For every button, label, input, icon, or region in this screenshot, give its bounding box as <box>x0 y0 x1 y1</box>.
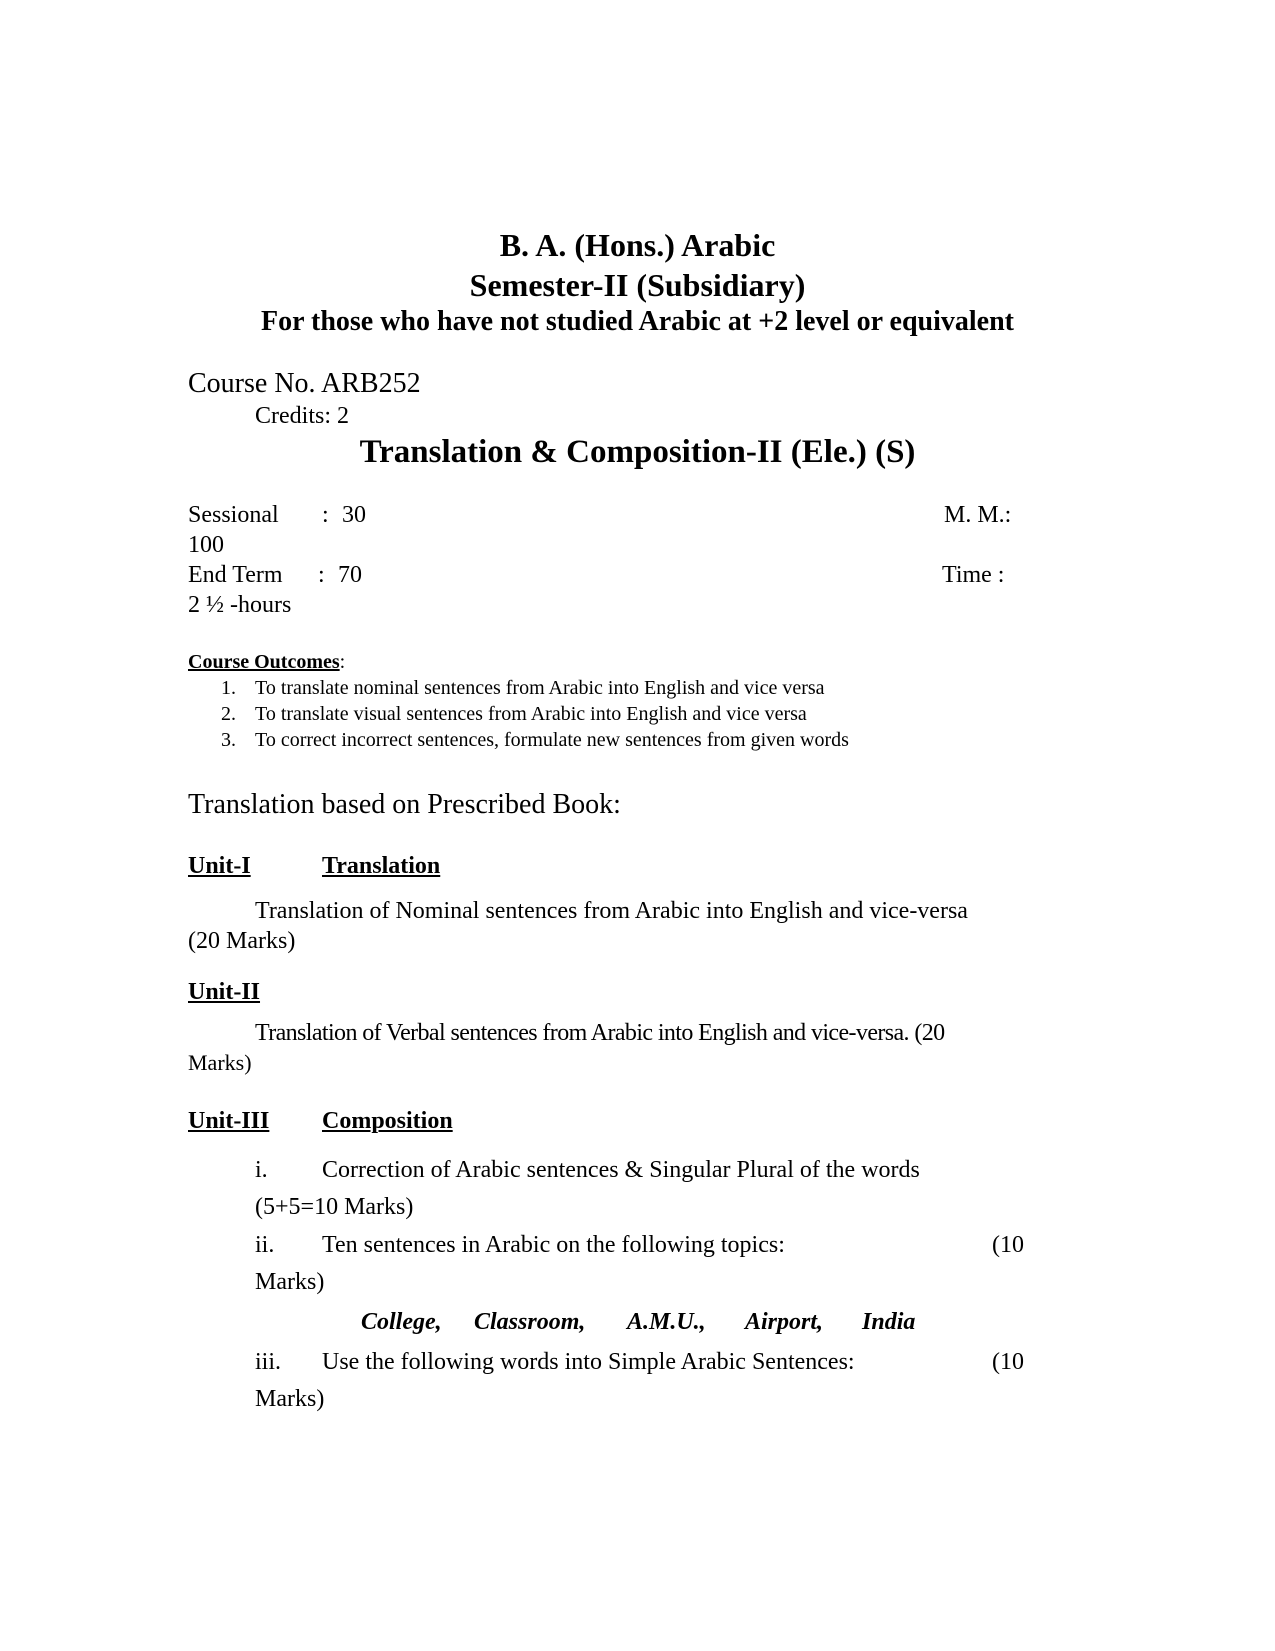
composition-item-number: ii. <box>255 1232 275 1258</box>
course-name: Translation & Composition-II (Ele.) (S) <box>359 434 916 470</box>
outcome-text: To correct incorrect sentences, formulate new sentences from given words <box>255 729 849 751</box>
course-outcomes-colon: : <box>339 651 346 673</box>
outcome-number: 1. <box>221 677 236 699</box>
time-value: 2 ½ -hours <box>188 592 292 618</box>
topic-college: College, <box>361 1309 442 1335</box>
outcome-number: 2. <box>221 703 236 725</box>
topic-india: India <box>862 1309 916 1335</box>
eligibility-subtitle: For those who have not studied Arabic at +2 level or equivalent <box>260 306 1015 337</box>
outcome-text: To translate visual sentences from Arabic into English and vice versa <box>255 703 807 725</box>
course-outcomes-heading <box>188 651 345 674</box>
outcome-text: To translate nominal sentences from Arabic into English and vice versa <box>255 677 825 699</box>
composition-item-number: i. <box>255 1157 268 1183</box>
max-marks-value: 100 <box>188 532 224 558</box>
composition-item-text: Use the following words into Simple Arabic Sentences: <box>322 1349 855 1375</box>
end-term-value: 70 <box>338 562 362 588</box>
unit-3-label: Unit-III <box>188 1108 270 1134</box>
composition-item-marks-start: (10 <box>992 1349 1024 1375</box>
time-label: Time : <box>942 562 1005 588</box>
unit-2-description: Translation of Verbal sentences from Arabic into English and vice-versa. (20 <box>255 1020 945 1046</box>
composition-item-number: iii. <box>255 1349 282 1375</box>
sessional-colon: : <box>322 502 329 528</box>
unit-2-marks: Marks) <box>188 1050 252 1075</box>
unit-3-title: Composition <box>322 1108 453 1134</box>
composition-item-text: Ten sentences in Arabic on the following topics: <box>322 1232 785 1258</box>
composition-item-marks: (5+5=10 Marks) <box>255 1194 414 1220</box>
unit-1-label: Unit-I <box>188 853 251 879</box>
course-outcomes-title: Course Outcomes <box>188 651 340 673</box>
unit-2-label: Unit-II <box>188 979 261 1005</box>
sessional-label: Sessional <box>188 502 279 528</box>
composition-item-marks-end: Marks) <box>255 1386 325 1412</box>
composition-item-marks-start: (10 <box>992 1232 1024 1258</box>
outcome-number: 3. <box>221 729 236 751</box>
composition-item-text: Correction of Arabic sentences & Singular Plural of the words <box>322 1157 920 1183</box>
sessional-value: 30 <box>342 502 366 528</box>
end-term-label: End Term <box>188 562 283 588</box>
unit-1-title: Translation <box>322 853 441 879</box>
max-marks-label: M. M.: <box>944 502 1012 528</box>
prescribed-book-heading: Translation based on Prescribed Book: <box>188 789 621 820</box>
document-title: B. A. (Hons.) Arabic <box>499 227 776 263</box>
unit-1-marks: (20 Marks) <box>188 928 296 954</box>
unit-1-description: Translation of Nominal sentences from Arabic into English and vice-versa <box>255 898 968 924</box>
topic-classroom: Classroom, <box>474 1309 586 1335</box>
topic-airport: Airport, <box>745 1309 824 1335</box>
topic-amu: A.M.U., <box>627 1309 706 1335</box>
end-term-colon: : <box>318 562 325 588</box>
course-number: Course No. ARB252 <box>188 368 421 399</box>
course-credits: Credits: 2 <box>255 403 349 429</box>
semester-heading: Semester-II (Subsidiary) <box>469 267 806 303</box>
composition-item-marks-end: Marks) <box>255 1269 325 1295</box>
